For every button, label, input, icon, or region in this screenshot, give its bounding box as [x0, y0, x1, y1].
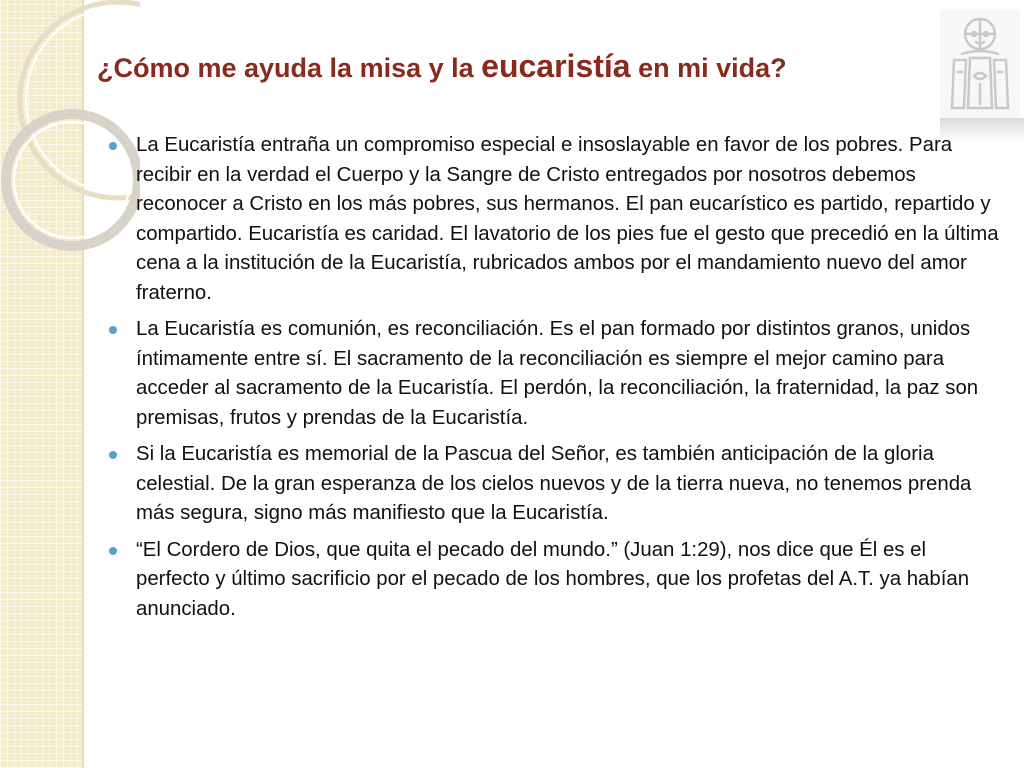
round-bullet-icon: [109, 326, 117, 334]
slide-title: [97, 46, 787, 88]
christ-figure-logo-icon: [940, 10, 1020, 118]
list-item: [108, 440, 1000, 529]
title-part-2: en mi vida?: [630, 53, 787, 83]
title-part-1: ¿Cómo me ayuda la misa y la: [97, 53, 482, 83]
list-item: [108, 315, 1000, 433]
title-emphasis: eucaristía: [481, 48, 631, 84]
list-item: [108, 536, 1000, 625]
round-bullet-icon: [109, 142, 117, 150]
bullet-list: [108, 131, 1000, 631]
list-item: [108, 131, 1000, 308]
bullet-text: La Eucaristía entraña un compromiso especial e insoslayable en favor de los pobres. Para recibir en la verdad el Cuerpo y la Sangre de Cristo entregados por nosotros debemos reconocer a Cristo en los más pobres, sus hermanos. El pan eucarístico es partido, repartido y compartido. Eucaristía es caridad. El lavatorio de los pies fue el gesto que precedió en la última cena a la institución de la Eucaristía, rubricados ambos por el mandamiento nuevo del amor fraterno.: [136, 134, 999, 304]
round-bullet-icon: [109, 547, 117, 555]
bullet-text: “El Cordero de Dios, que quita el pecado del mundo.” (Juan 1:29), nos dice que Él es el perfecto y último sacrificio por el pecado de los hombres, que los profetas del A.T. ya habían anunciado.: [136, 538, 970, 620]
bullet-text: Si la Eucaristía es memorial de la Pascua del Señor, es también anticipación de la gloria celestial. De la gran esperanza de los cielos nuevos y de la tierra nueva, no tenemos prenda más segura, signo más manifiesto que la Eucaristía.: [136, 443, 972, 524]
bullet-text: La Eucaristía es comunión, es reconciliación. Es el pan formado por distintos granos, unidos íntimamente entre sí. El sacramento de la reconciliación es siempre el mejor camino para acceder al sacramento de la Eucaristía. El perdón, la reconciliación, la fraternidad, la paz son premisas, frutos y prendas de la Eucaristía.: [136, 318, 979, 429]
round-bullet-icon: [109, 451, 117, 459]
